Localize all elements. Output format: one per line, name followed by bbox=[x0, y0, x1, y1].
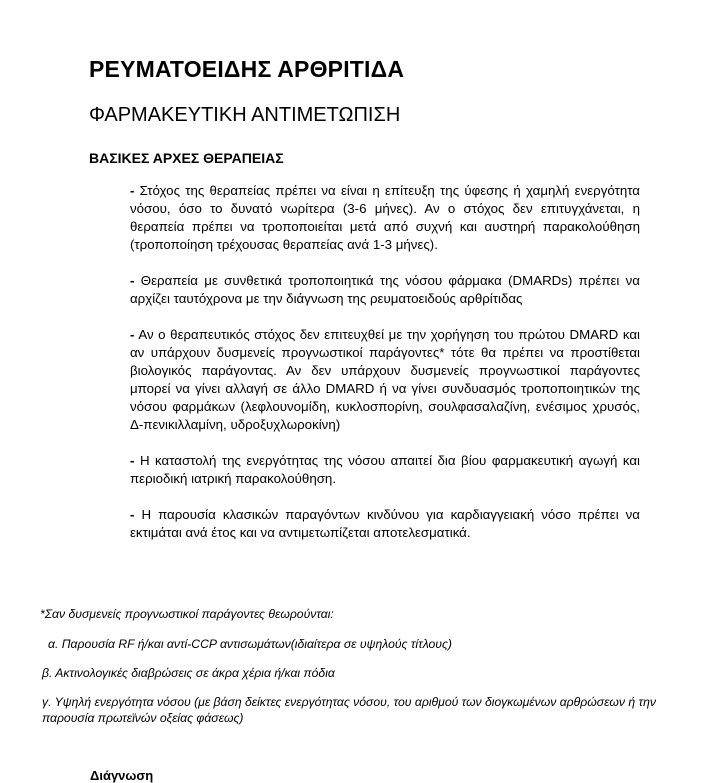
principle-text: Στόχος της θεραπείας πρέπει να είναι η επίτευξη της ύφεσης ή χαμηλή ενεργότητα νόσου, όσο το δυνατό νωρίτερα (3-6 μήνες). Αν ο στόχος δεν επιτυγχάνεται, η θεραπεία πρέπει να τροποποιείται μετά από συχνή και αυστηρή παρακολούθηση (τροποποίηση τρέχουσας θεραπείας ανά 1-3 μήνες). bbox=[130, 183, 640, 252]
principle-item bbox=[130, 326, 640, 434]
principle-text: Η παρουσία κλασικών παραγόντων κινδύνου για καρδιαγγειακή νόσο πρέπει να εκτιμάται ανά έτος και να αντιμετωπίζεται αποτελεσματικά. bbox=[130, 507, 640, 540]
bullet-marker: - bbox=[130, 453, 135, 468]
footnote-item: γ. Υψηλή ενεργότητα νόσου (με βάση δείκτες ενεργότητας νόσου, του αριθμού των διογκωμένων αρθρώσεων ή την παρουσία πρωτεϊνών οξείας φάσεως) bbox=[42, 695, 656, 725]
bullet-marker: - bbox=[130, 273, 135, 288]
bullet-marker: - bbox=[130, 327, 135, 342]
principles-list bbox=[130, 182, 640, 560]
principle-item bbox=[130, 182, 640, 254]
footnote-heading: *Σαν δυσμενείς προγνωστικοί παράγοντες θεωρούνται: bbox=[40, 607, 334, 621]
document-title: ΡΕΥΜΑΤΟΕΙΔΗΣ ΑΡΘΡΙΤΙΔΑ bbox=[89, 56, 405, 82]
document-subtitle: ΦΑΡΜΑΚΕΥΤΙΚΗ ΑΝΤΙΜΕΤΩΠΙΣΗ bbox=[89, 104, 401, 126]
principle-item bbox=[130, 506, 640, 542]
footnote-item: α. Παρουσία RF ή/και αντί-CCP αντισωμάτων(ιδιαίτερα σε υψηλούς τίτλους) bbox=[48, 637, 452, 651]
principle-text: Η καταστολή της ενεργότητας της νόσου απαιτεί δια βίου φαρμακευτική αγωγή και περιοδική ιατρική παρακολούθηση. bbox=[130, 453, 640, 486]
principle-text: Αν ο θεραπευτικός στόχος δεν επιτευχθεί με την χορήγηση του πρώτου DMARD και αν υπάρχουν δυσμενείς προγνωστικοί παράγοντες* τότε θα πρέπει να προστίθεται βιολογικός παράγοντας. Αν δεν υπάρχουν δυσμενείς προγνωστικοί παράγοντες μπορεί να γίνει αλλαγή σε άλλο DMARD ή να γίνει συνδυασμός τροποποιητικών της νόσου φαρμάκων (λεφλουνομίδη, κυκλοσπορίνη, σουλφασαλαζίνη, ενέσιμος χρυσός, Δ-πενικιλλαμίνη, υδροξυχλωροκίνη) bbox=[130, 327, 640, 432]
section-heading: ΒΑΣΙΚΕΣ ΑΡΧΕΣ ΘΕΡΑΠΕΙΑΣ bbox=[89, 150, 284, 166]
footnote bbox=[40, 606, 680, 739]
bullet-marker: - bbox=[130, 507, 135, 522]
footnote-item: β. Ακτινολογικές διαβρώσεις σε άκρα χέρια ή/και πόδια bbox=[42, 666, 335, 680]
bullet-marker: - bbox=[130, 183, 135, 198]
principle-item bbox=[130, 452, 640, 488]
cut-off-heading: Διάγνωση bbox=[90, 768, 154, 783]
principle-item bbox=[130, 272, 640, 308]
principle-text: Θεραπεία με συνθετικά τροποποιητικά της νόσου φάρμακα (DMARDs) πρέπει να αρχίζει ταυτόχρονα με την διάγνωση της ρευματοειδούς αρθρίτιδας bbox=[130, 273, 640, 306]
